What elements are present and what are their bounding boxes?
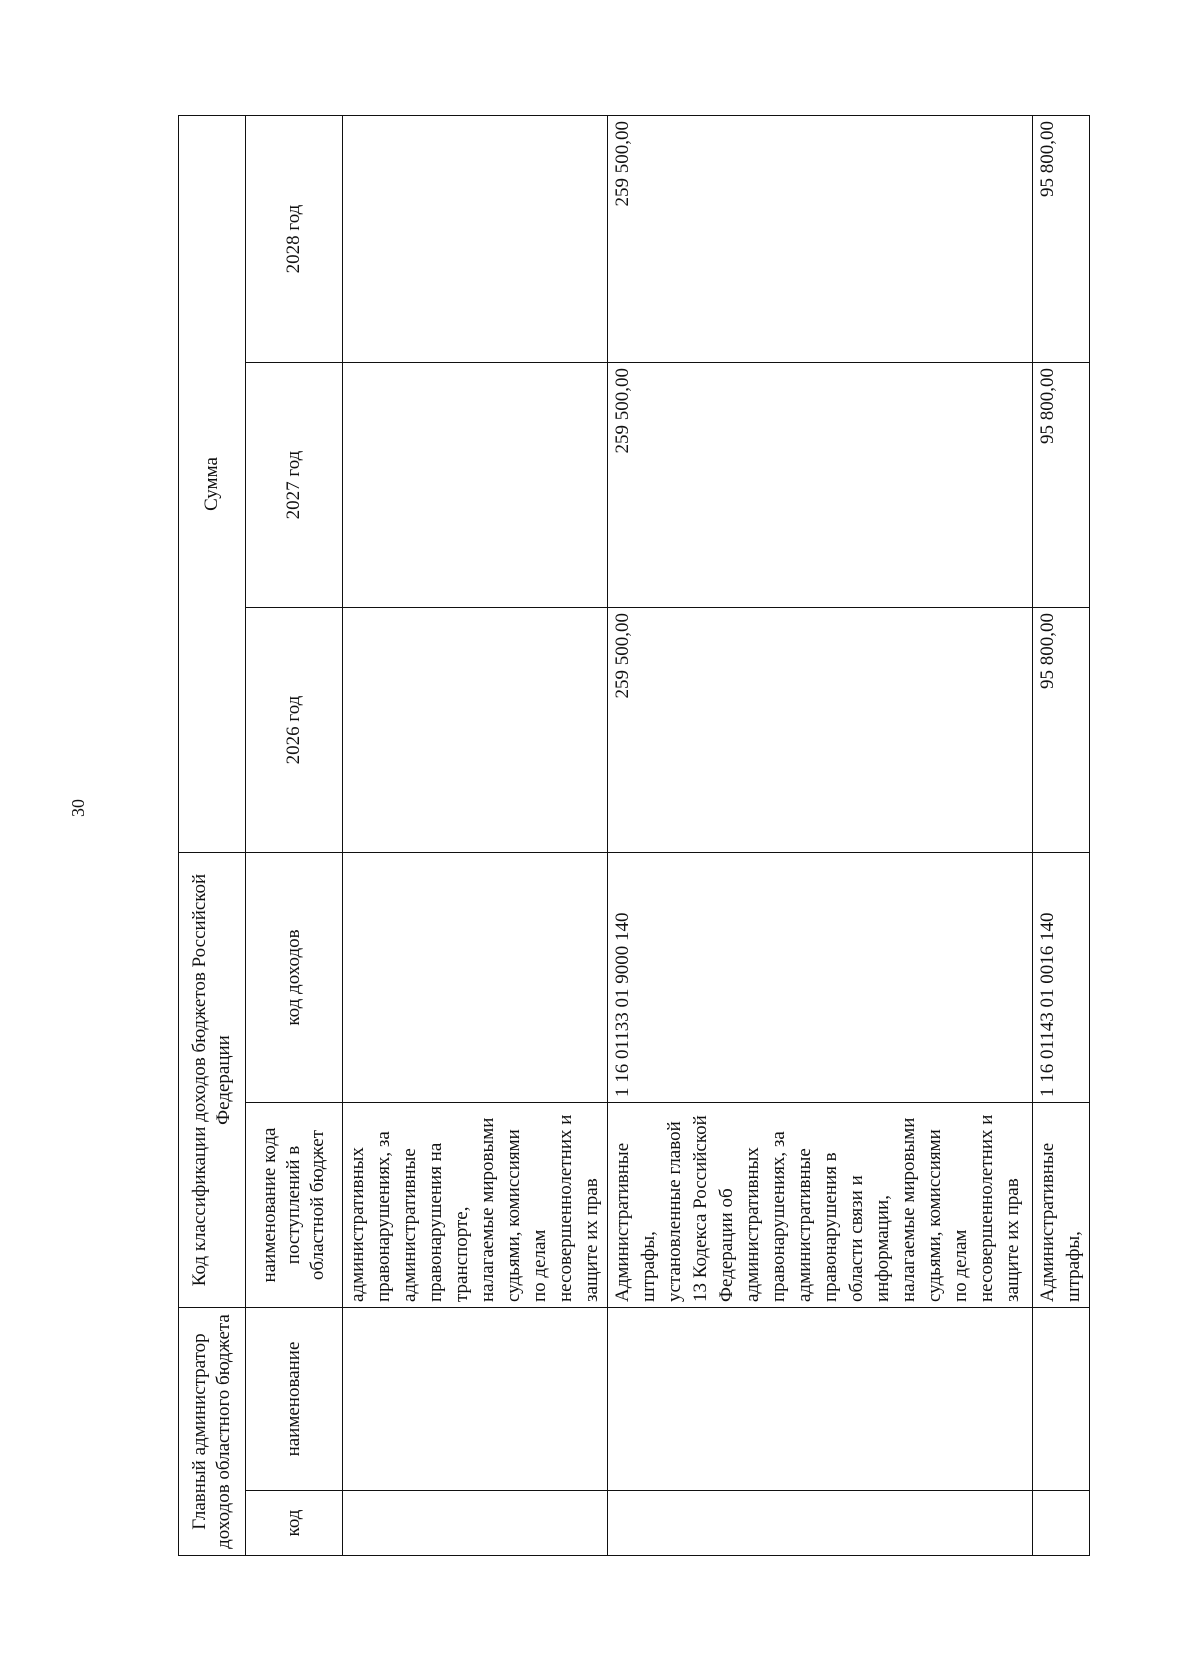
cell-revenue-name: Административные штрафы, [1033,1103,1090,1308]
cell-revenue-name: Административные штрафы, установленные главой 13 Кодекса Российской Федерации об административных правонарушениях, за административные правонарушения в области связи и информации, налагаемые мировыми судьями, комиссиями по делам несовершеннолетних и защите их прав [608,1103,1033,1308]
cell-revenue-code [343,853,608,1103]
cell-admin-code [608,1491,1033,1556]
header-row-2 [246,115,343,1555]
cell-admin-name [1033,1308,1090,1491]
cell-sum-2026: 259 500,00 [608,608,1033,853]
header-row-1 [179,115,246,1555]
header-admin-name: наименование [246,1308,343,1491]
rotated-table-container [178,116,1084,1556]
table-row [343,115,608,1555]
header-sum-group: Сумма [179,115,246,852]
header-year-2028: 2028 год [246,115,343,362]
cell-admin-code [343,1491,608,1556]
table-row [1033,115,1090,1555]
cell-sum-2027: 259 500,00 [608,363,1033,608]
header-admin-code: код [246,1491,343,1556]
cell-sum-2028: 259 500,00 [608,115,1033,362]
cell-revenue-name: административных правонарушениях, за административные правонарушения на транспорте, налагаемые мировыми судьями, комиссиями по делам несовершеннолетних и защите их прав [343,1103,608,1308]
header-classification-group: Код классификации доходов бюджетов Российской Федерации [179,853,246,1308]
header-year-2027: 2027 год [246,363,343,608]
cell-admin-code [1033,1491,1090,1556]
cell-sum-2028 [343,115,608,362]
header-revenue-name: наименование кода поступлений в областной бюджет [246,1103,343,1308]
cell-sum-2026: 95 800,00 [1033,608,1090,853]
cell-admin-name [608,1308,1033,1491]
cell-revenue-code: 1 16 01143 01 0016 140 [1033,853,1090,1103]
revenue-classification-table [178,115,1090,1556]
header-revenue-code: код доходов [246,853,343,1103]
cell-sum-2026 [343,608,608,853]
cell-revenue-code: 1 16 01133 01 9000 140 [608,853,1033,1103]
page-number: 30 [68,799,88,817]
cell-sum-2028: 95 800,00 [1033,115,1090,362]
cell-admin-name [343,1308,608,1491]
header-year-2026: 2026 год [246,608,343,853]
header-admin-group: Главный администратор доходов областного бюджета [179,1308,246,1556]
cell-sum-2027 [343,363,608,608]
table-row [608,115,1033,1555]
cell-sum-2027: 95 800,00 [1033,363,1090,608]
